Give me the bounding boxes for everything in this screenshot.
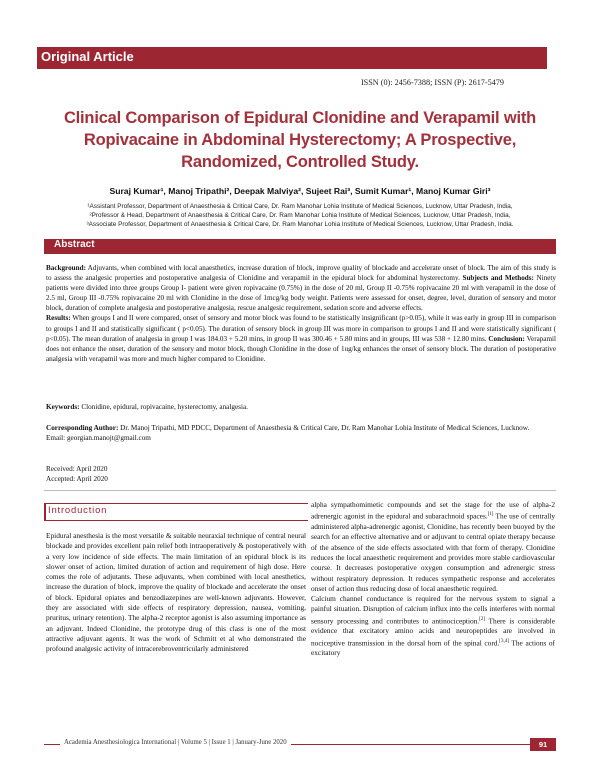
- conclusion-text: Verapamil does not enhance the onset, duration of the sensory and motor block, though Clonidine in the dose of 1ug/kg enhances the onset of sensory block. The duration of postoperative analgesia with verapamil was more and much higher compared to Clonidine.: [46, 334, 556, 363]
- accepted-date: Accepted: April 2020: [46, 475, 108, 483]
- methods-text: Ninety patients were divided into three groups Group I- patient were given ropivacaine (0.75%) in the dose of 20 ml, Group II -0.75% ropivacaine 20 ml with verapamil in the dose of 2.5 ml, Group III -0.75% ropivacaine 20 ml with Clonidine in the dose of 1mcg/kg body weight. Patients were assessed for onset, degree, level, duration of sensory and motor block, duration of complete analgesia and postoperative analgesia, rescue analgesic requirement, sedation score and adverse effects.: [46, 274, 556, 313]
- author-list: Suraj Kumar¹, Manoj Tripathi², Deepak Malviya², Sujeet Rai³, Sumit Kumar¹, Manoj Kumar Giri³: [109, 186, 491, 196]
- abstract-underline: [44, 253, 556, 254]
- abstract-banner: [44, 239, 556, 253]
- title-line-2: Ropivacaine in Abdominal Hysterectomy; A Prospective,: [83, 131, 517, 149]
- corresponding-text: Dr. Manoj Tripathi, MD PDCC, Department of Anaesthesia & Critical Care, Dr. Ram Manohar Lohia Institute of Medical Sciences, Lucknow.: [120, 424, 530, 432]
- corresponding-email: Email: georgian.manojt@gmail.com: [46, 434, 151, 442]
- paragraph-text: Calcium channel conductance is required for the nervous system to signal a painful situation. Disruption of calcium influx into the cells interferes with normal sensory processing and contributes to antinociception.: [311, 594, 555, 626]
- paragraph-text: The use of centrally administered alpha-adrenergic agonist, Clonidine, has recently been buoyed by the search for an effective alternative and or adjuvant to central opiate therapy because of the absence of the side effects associated with that form of therapy. Clonidine reduces the local anaesthetic requirement and provides more stable cardiovascular course. It decreases postoperative oxygen consumption and adrenergic stress without respiratory depression. It reduces sympathetic response and accelerates onset of action thus reducing dose of local anaesthetic required.: [311, 511, 555, 593]
- methods-label: Subjects and Methods:: [462, 274, 534, 283]
- section-divider: [44, 490, 556, 491]
- paragraph-text: alpha sympathomimetic compounds and set the stage for the use of alpha-2 adrenergic agonist in the epidural and subarachnoid spaces.: [311, 500, 555, 521]
- article-type-banner: [37, 47, 547, 69]
- introduction-right-column: [311, 500, 555, 659]
- corresponding-author: [46, 423, 556, 443]
- abstract-body: [46, 263, 556, 364]
- results-label: Results:: [46, 314, 71, 323]
- results-text: When groups I and II were compared, onset of sensory and motor block was found to be statistically insignificant (p>0.05), while it was early in group III in comparison to groups I and II and statistically significant ( p<0.05). The duration of sensory block in group III was more in comparison to groups I and II and were statistically significant ( p<0.05). The mean duration of analgesia in group I was 184.03 + 5.20 mins, in group II was 300.46 + 5.80 mins and in groups, III was 538 + 12.80 mins.: [46, 314, 556, 343]
- title-line-1: Clinical Comparison of Epidural Clonidine and Verapamil with: [63, 109, 537, 127]
- keywords-label: Keywords:: [46, 403, 80, 411]
- right-paragraph-1: [311, 500, 555, 594]
- article-type-label: Original Article: [41, 49, 134, 64]
- affiliation-1: ¹Assistant Professor, Department of Anaesthesia & Critical Care, Dr. Ram Manohar Lohia Institute of Medical Sciences, Lucknow, Uttar Pradesh, India,: [87, 203, 513, 210]
- footer-journal: Academia Anesthesiologica International | Volume 5 | Issue 1 | January-June 2020: [60, 739, 291, 746]
- affiliation-2: ²Professor & Head, Department of Anaesthesia & Critical Care, Dr. Ram Manohar Lohia Institute of Medical Sciences, Lucknow, Uttar Pradesh, India,: [89, 212, 511, 219]
- corresponding-label: Corresponding Author:: [46, 424, 119, 432]
- background-label: Background:: [46, 264, 86, 272]
- introduction-left-column: Epidural anesthesia is the most versatile & suitable neuraxial technique of central neural blockade and provides excellent pain relief both intraoperatively & postoperatively with a very low incidence of side effects. The main limitation of an epidural block is its slower onset of action, limited duration of action and requirement of high dose. Here comes the role of adjutants. These adjuvants, when combined with local anesthetics, increase the duration of block, improve the quality of blockade and accelerate the onset of block. Epidural opiates and benzodiazepines are well-known adjuvants. However, they are associated with side effects of respiratory depression, nausea, vomiting, pruritus, urinary retention). The alpha-2 receptor agonist is also assuming importance as an adjuvant. Indeed Clonidine, the prototype drug of this class is one of the most attractive adjuvant agents. It was the work of Schmitt et al who demonstrated the profound analgesic activity of intracerebroventricularly administered: [46, 531, 306, 654]
- title-line-3: Randomized, Controlled Study.: [181, 153, 419, 171]
- keywords-text: Clonidine, epidural, ropivacaine, hysterectomy, analgesia.: [81, 403, 248, 411]
- article-title: [60, 107, 540, 173]
- citation-3-4: [3,4]: [499, 638, 509, 644]
- conclusion-label: Conclusion:: [488, 334, 525, 343]
- abstract-heading: Abstract: [54, 239, 95, 250]
- paragraph-text: The actions of excitatory: [311, 638, 555, 658]
- article-dates: [46, 464, 108, 484]
- introduction-heading: Introduction: [48, 505, 108, 516]
- right-paragraph-2: [311, 594, 555, 659]
- introduction-banner: [44, 503, 308, 521]
- citation-1: [1]: [487, 512, 494, 518]
- paragraph-text: There is considerable evidence that excitatory amino acids and neuropeptides are involved in nociceptive transmission in the dorsal horn of the spinal cord.: [311, 616, 555, 648]
- received-date: Received: April 2020: [46, 465, 108, 473]
- page-number: 91: [530, 738, 556, 751]
- issn-line: ISSN (0): 2456-7388; ISSN (P): 2617-5479: [360, 78, 504, 87]
- background-text: Adjuvants, when combined with local anaesthetics, increase duration of block, improve quality of blockade and accelerate onset of block. The aim of this study is to assess the analgesic properties and postoperative analgesia of Clonidine and verapamil in the epidural block for abdominal hysterectomy.: [46, 264, 556, 283]
- affiliation-3: ³Associate Professor, Department of Anaesthesia & Critical Care, Dr. Ram Manohar Lohia Institute of Medical Sciences, Lucknow, Uttar Pradesh, India.: [86, 221, 514, 228]
- keywords: [46, 403, 556, 411]
- citation-2: [2]: [479, 616, 486, 622]
- page-footer: [44, 738, 556, 752]
